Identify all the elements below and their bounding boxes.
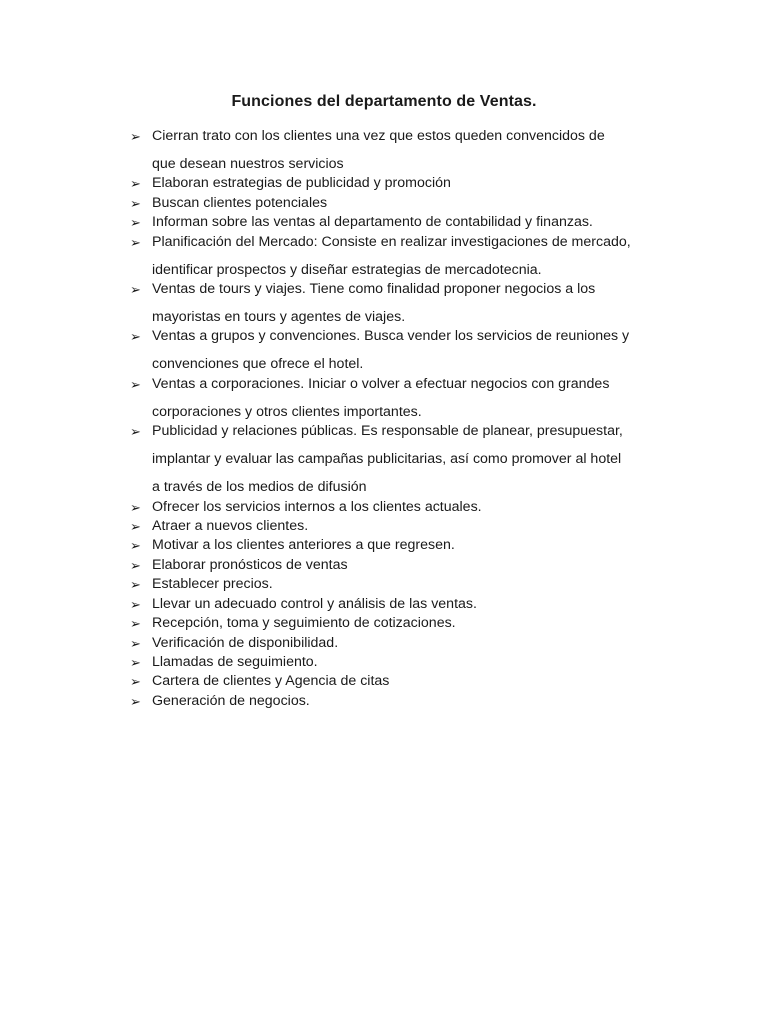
- arrow-bullet-icon: ➢: [130, 234, 141, 250]
- list-item: [130, 174, 690, 193]
- list-item: [130, 653, 690, 672]
- list-item-text: identificar prospectos y diseñar estrategias de mercadotecnia.: [152, 261, 542, 278]
- arrow-bullet-icon: ➢: [130, 424, 141, 440]
- arrow-bullet-icon: ➢: [130, 376, 141, 392]
- list-item: [130, 498, 690, 517]
- arrow-bullet-icon: ➢: [130, 176, 141, 192]
- arrow-bullet-icon: ➢: [130, 577, 141, 593]
- list-item-text: Llevar un adecuado control y análisis de las ventas.: [152, 595, 477, 612]
- list-item: [130, 672, 690, 691]
- list-item: [130, 536, 690, 555]
- list-item: [130, 614, 690, 633]
- list-item: [130, 127, 690, 174]
- arrow-bullet-icon: ➢: [130, 195, 141, 211]
- arrow-bullet-icon: ➢: [130, 499, 141, 515]
- arrow-bullet-icon: ➢: [130, 596, 141, 612]
- list-item-text: Elaboran estrategias de publicidad y promoción: [152, 175, 451, 192]
- list-item-text: Ventas a corporaciones. Iniciar o volver a efectuar negocios con grandes: [152, 375, 610, 392]
- list-item-text: Llamadas de seguimiento.: [152, 653, 318, 670]
- arrow-bullet-icon: ➢: [130, 674, 141, 690]
- list-item: [130, 634, 690, 653]
- list-item-text: Recepción, toma y seguimiento de cotizaciones.: [152, 615, 456, 632]
- arrow-bullet-icon: ➢: [130, 519, 141, 535]
- list-item-text: Publicidad y relaciones públicas. Es responsable de planear, presupuestar,: [152, 423, 623, 440]
- arrow-bullet-icon: ➢: [130, 329, 141, 345]
- arrow-bullet-icon: ➢: [130, 635, 141, 651]
- list-item-text: Informan sobre las ventas al departamento de contabilidad y finanzas.: [152, 214, 593, 231]
- arrow-bullet-icon: ➢: [130, 129, 141, 144]
- list-item-text: mayoristas en tours y agentes de viajes.: [152, 309, 406, 326]
- list-item-text: Verificación de disponibilidad.: [152, 634, 339, 651]
- list-item-text: Atraer a nuevos clientes.: [152, 518, 309, 535]
- list-item: [130, 556, 690, 575]
- list-item-text: implantar y evaluar las campañas publicitarias, así como promover al hotel: [152, 451, 622, 468]
- arrow-bullet-icon: ➢: [130, 693, 141, 709]
- list-item-text: que desean nuestros servicios: [152, 156, 344, 172]
- arrow-bullet-icon: ➢: [130, 282, 141, 298]
- arrow-bullet-icon: ➢: [130, 616, 141, 632]
- list-item: [130, 517, 690, 536]
- list-item-text: Ventas de tours y viajes. Tiene como finalidad proponer negocios a los: [152, 281, 596, 298]
- list-item-text: convenciones que ofrece el hotel.: [152, 356, 364, 373]
- list-item-text: Establecer precios.: [152, 576, 273, 593]
- list-item-text: Motivar a los clientes anteriores a que regresen.: [152, 537, 455, 554]
- list-item-text: Generación de negocios.: [152, 692, 310, 709]
- arrow-bullet-icon: ➢: [130, 557, 141, 573]
- list-item-text: Ofrecer los servicios internos a los clientes actuales.: [152, 498, 482, 515]
- list-item-text: a través de los medios de difusión: [152, 479, 367, 496]
- list-item-text: corporaciones y otros clientes importantes.: [152, 403, 422, 420]
- document-title: Funciones del departamento de Ventas.: [231, 93, 537, 110]
- arrow-bullet-icon: ➢: [130, 538, 141, 554]
- list-item-text: Planificación del Mercado: Consiste en realizar investigaciones de mercado,: [152, 233, 631, 250]
- arrow-bullet-icon: ➢: [130, 215, 141, 231]
- list-item: [130, 375, 690, 422]
- list-item-text: Buscan clientes potenciales: [152, 194, 328, 211]
- list-item: [130, 595, 690, 614]
- list-item-text: Ventas a grupos y convenciones. Busca vender los servicios de reuniones y: [152, 328, 630, 345]
- list-item-text: Cartera de clientes y Agencia de citas: [152, 673, 390, 690]
- arrow-bullet-icon: ➢: [130, 654, 141, 670]
- list-item: [130, 213, 690, 232]
- list-item: [130, 692, 690, 711]
- list-item-text: Cierran trato con los clientes una vez que estos queden convencidos de: [152, 128, 605, 144]
- list-item: [130, 422, 690, 497]
- list-item-text: Elaborar pronósticos de ventas: [152, 556, 348, 573]
- functions-list: [130, 127, 690, 711]
- list-item: [130, 194, 690, 213]
- list-item: [130, 233, 690, 280]
- list-item: [130, 327, 690, 374]
- list-item: [130, 280, 690, 327]
- list-item: [130, 575, 690, 594]
